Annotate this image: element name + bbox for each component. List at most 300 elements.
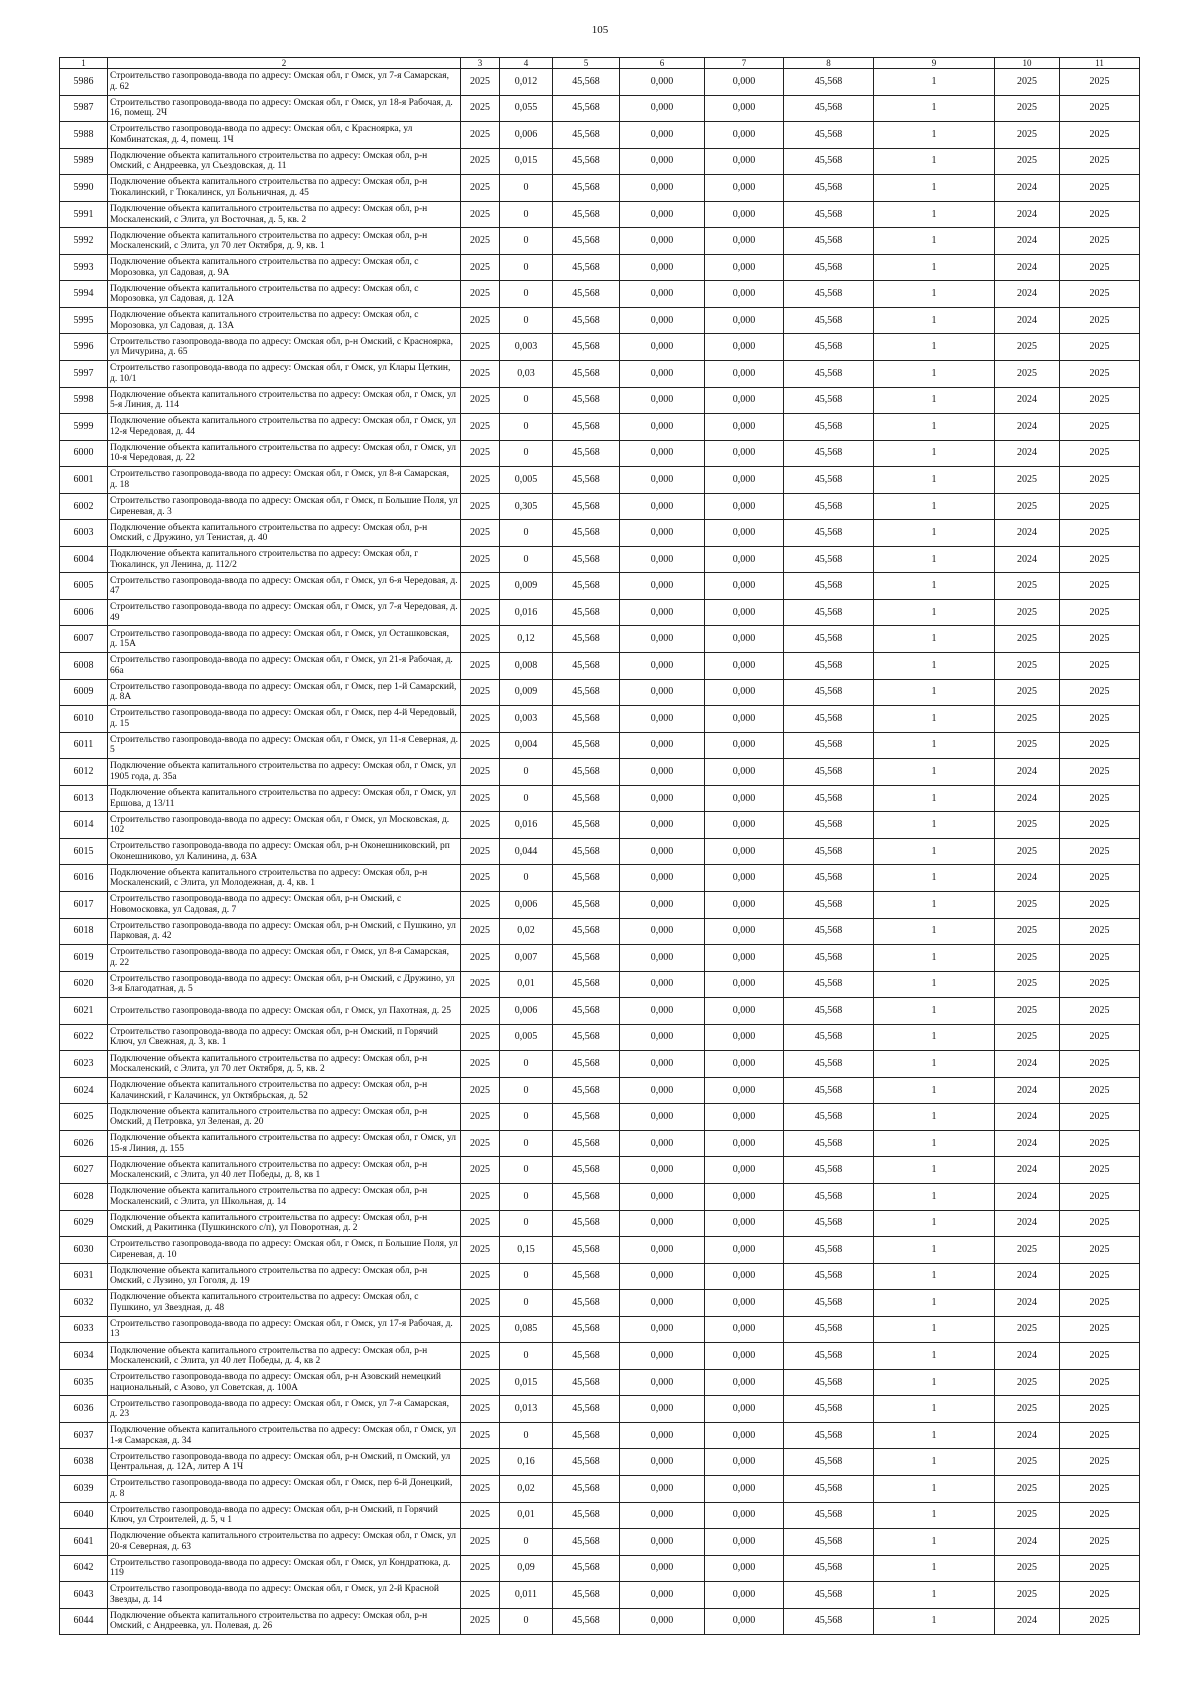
cell-rate: 45,568 (553, 1502, 620, 1529)
cell-value-6: 0,000 (620, 493, 705, 520)
table-row (60, 361, 1140, 388)
cell-value-7: 0,000 (705, 361, 784, 388)
table-row (60, 1077, 1140, 1104)
table-row (60, 759, 1140, 786)
table-row (60, 838, 1140, 865)
cell-count: 1 (874, 1077, 995, 1104)
cell-length: 0,011 (500, 1582, 553, 1609)
cell-count: 1 (874, 1104, 995, 1131)
cell-length: 0,016 (500, 599, 553, 626)
cell-total: 45,568 (784, 998, 874, 1025)
cell-count: 1 (874, 122, 995, 149)
cell-total: 45,568 (784, 945, 874, 972)
cell-length: 0 (500, 201, 553, 228)
cell-year: 2025 (461, 1396, 500, 1423)
cell-value-6: 0,000 (620, 175, 705, 202)
cell-row-number: 6042 (60, 1555, 108, 1582)
cell-row-number: 6005 (60, 573, 108, 600)
cell-description: Подключение объекта капитального строительства по адресу: Омская обл, р-н Москаленский, с Элита, ул 70 лет Октября, д. 5, кв. 2 (108, 1051, 461, 1078)
cell-count: 1 (874, 1396, 995, 1423)
cell-start-year: 2025 (995, 918, 1060, 945)
cell-total: 45,568 (784, 971, 874, 998)
cell-rate: 45,568 (553, 361, 620, 388)
cell-row-number: 6008 (60, 653, 108, 680)
cell-length: 0,02 (500, 1475, 553, 1502)
cell-value-6: 0,000 (620, 1608, 705, 1635)
cell-total: 45,568 (784, 785, 874, 812)
cell-total: 45,568 (784, 546, 874, 573)
cell-value-6: 0,000 (620, 1396, 705, 1423)
cell-length: 0 (500, 1051, 553, 1078)
cell-year: 2025 (461, 414, 500, 441)
cell-length: 0,006 (500, 122, 553, 149)
cell-start-year: 2025 (995, 122, 1060, 149)
cell-description: Строительство газопровода-ввода по адресу: Омская обл, г Омск, ул Московская, д. 102 (108, 812, 461, 839)
cell-end-year: 2025 (1060, 626, 1140, 653)
cell-value-7: 0,000 (705, 573, 784, 600)
table-row (60, 201, 1140, 228)
cell-year: 2025 (461, 69, 500, 96)
cell-row-number: 6003 (60, 520, 108, 547)
cell-rate: 45,568 (553, 1316, 620, 1343)
cell-total: 45,568 (784, 493, 874, 520)
cell-value-7: 0,000 (705, 1183, 784, 1210)
cell-row-number: 5995 (60, 307, 108, 334)
cell-value-7: 0,000 (705, 467, 784, 494)
cell-start-year: 2025 (995, 679, 1060, 706)
cell-year: 2025 (461, 759, 500, 786)
cell-rate: 45,568 (553, 1157, 620, 1184)
cell-rate: 45,568 (553, 1104, 620, 1131)
column-header-10: 10 (995, 58, 1060, 69)
cell-total: 45,568 (784, 1475, 874, 1502)
cell-start-year: 2024 (995, 1290, 1060, 1317)
cell-description: Строительство газопровода-ввода по адресу: Омская обл, р-н Омский, п Омский, ул Центральная, д. 12А, литер А 1Ч (108, 1449, 461, 1476)
cell-end-year: 2025 (1060, 69, 1140, 96)
cell-end-year: 2025 (1060, 918, 1140, 945)
cell-count: 1 (874, 838, 995, 865)
cell-year: 2025 (461, 918, 500, 945)
cell-description: Подключение объекта капитального строительства по адресу: Омская обл, р-н Омский, д Петровка, ул Зеленая, д. 20 (108, 1104, 461, 1131)
cell-year: 2025 (461, 228, 500, 255)
cell-rate: 45,568 (553, 1422, 620, 1449)
cell-year: 2025 (461, 1343, 500, 1370)
cell-rate: 45,568 (553, 1343, 620, 1370)
cell-total: 45,568 (784, 759, 874, 786)
cell-value-7: 0,000 (705, 1290, 784, 1317)
cell-year: 2025 (461, 520, 500, 547)
table-row (60, 1502, 1140, 1529)
cell-rate: 45,568 (553, 493, 620, 520)
cell-rate: 45,568 (553, 1369, 620, 1396)
cell-count: 1 (874, 334, 995, 361)
cell-description: Подключение объекта капитального строительства по адресу: Омская обл, р-н Тюкалинский, г Тюкалинск, ул Больничная, д. 45 (108, 175, 461, 202)
cell-value-7: 0,000 (705, 1343, 784, 1370)
cell-rate: 45,568 (553, 1024, 620, 1051)
table-body (60, 69, 1140, 1635)
cell-total: 45,568 (784, 95, 874, 122)
cell-rate: 45,568 (553, 1396, 620, 1423)
cell-total: 45,568 (784, 1183, 874, 1210)
table-row (60, 865, 1140, 892)
table-row (60, 175, 1140, 202)
cell-rate: 45,568 (553, 1608, 620, 1635)
table-row (60, 1263, 1140, 1290)
cell-end-year: 2025 (1060, 254, 1140, 281)
cell-length: 0,01 (500, 971, 553, 998)
cell-year: 2025 (461, 599, 500, 626)
cell-value-7: 0,000 (705, 998, 784, 1025)
cell-year: 2025 (461, 1051, 500, 1078)
column-header-7: 7 (705, 58, 784, 69)
cell-count: 1 (874, 228, 995, 255)
cell-start-year: 2024 (995, 201, 1060, 228)
cell-value-7: 0,000 (705, 1210, 784, 1237)
cell-end-year: 2025 (1060, 1502, 1140, 1529)
cell-description: Строительство газопровода-ввода по адресу: Омская обл, р-н Омский, с Пушкино, ул Парковая, д. 42 (108, 918, 461, 945)
cell-row-number: 6022 (60, 1024, 108, 1051)
cell-value-6: 0,000 (620, 1157, 705, 1184)
cell-value-6: 0,000 (620, 122, 705, 149)
cell-length: 0 (500, 1529, 553, 1556)
cell-rate: 45,568 (553, 95, 620, 122)
cell-count: 1 (874, 759, 995, 786)
cell-year: 2025 (461, 175, 500, 202)
cell-total: 45,568 (784, 440, 874, 467)
cell-year: 2025 (461, 1157, 500, 1184)
cell-total: 45,568 (784, 865, 874, 892)
cell-rate: 45,568 (553, 175, 620, 202)
cell-row-number: 6021 (60, 998, 108, 1025)
table-row (60, 945, 1140, 972)
cell-value-7: 0,000 (705, 307, 784, 334)
cell-length: 0 (500, 1157, 553, 1184)
cell-start-year: 2024 (995, 228, 1060, 255)
cell-end-year: 2025 (1060, 1157, 1140, 1184)
cell-count: 1 (874, 493, 995, 520)
cell-end-year: 2025 (1060, 1475, 1140, 1502)
cell-description: Строительство газопровода-ввода по адресу: Омская обл, р-н Омский, с Красноярка, ул Мичурина, д. 65 (108, 334, 461, 361)
cell-start-year: 2024 (995, 1529, 1060, 1556)
cell-length: 0 (500, 1077, 553, 1104)
cell-value-7: 0,000 (705, 254, 784, 281)
table-row (60, 1396, 1140, 1423)
cell-length: 0 (500, 440, 553, 467)
cell-row-number: 5994 (60, 281, 108, 308)
cell-year: 2025 (461, 467, 500, 494)
cell-value-7: 0,000 (705, 1449, 784, 1476)
cell-count: 1 (874, 679, 995, 706)
cell-length: 0 (500, 414, 553, 441)
cell-rate: 45,568 (553, 573, 620, 600)
cell-description: Подключение объекта капитального строительства по адресу: Омская обл, р-н Омский, с Андреевка, ул Съездовская, д. 11 (108, 148, 461, 175)
cell-count: 1 (874, 1290, 995, 1317)
cell-start-year: 2025 (995, 1316, 1060, 1343)
cell-row-number: 6038 (60, 1449, 108, 1476)
cell-description: Подключение объекта капитального строительства по адресу: Омская обл, р-н Москаленский, с Элита, ул Молодежная, д. 4, кв. 1 (108, 865, 461, 892)
table-row (60, 599, 1140, 626)
cell-length: 0,009 (500, 679, 553, 706)
table-row (60, 228, 1140, 255)
cell-end-year: 2025 (1060, 998, 1140, 1025)
table-row (60, 812, 1140, 839)
cell-end-year: 2025 (1060, 759, 1140, 786)
cell-start-year: 2025 (995, 891, 1060, 918)
cell-end-year: 2025 (1060, 307, 1140, 334)
cell-year: 2025 (461, 626, 500, 653)
table-row (60, 1130, 1140, 1157)
cell-value-7: 0,000 (705, 148, 784, 175)
cell-description: Подключение объекта капитального строительства по адресу: Омская обл, г Омск, ул 12-я Чередовая, д. 44 (108, 414, 461, 441)
cell-row-number: 5998 (60, 387, 108, 414)
cell-total: 45,568 (784, 1555, 874, 1582)
cell-row-number: 6034 (60, 1343, 108, 1370)
cell-row-number: 6020 (60, 971, 108, 998)
cell-row-number: 5999 (60, 414, 108, 441)
cell-rate: 45,568 (553, 520, 620, 547)
cell-year: 2025 (461, 732, 500, 759)
cell-count: 1 (874, 1422, 995, 1449)
cell-total: 45,568 (784, 573, 874, 600)
cell-row-number: 6030 (60, 1237, 108, 1264)
cell-length: 0,09 (500, 1555, 553, 1582)
cell-total: 45,568 (784, 1369, 874, 1396)
cell-end-year: 2025 (1060, 520, 1140, 547)
cell-year: 2025 (461, 838, 500, 865)
cell-year: 2025 (461, 945, 500, 972)
cell-count: 1 (874, 1582, 995, 1609)
cell-row-number: 6024 (60, 1077, 108, 1104)
cell-end-year: 2025 (1060, 812, 1140, 839)
cell-total: 45,568 (784, 148, 874, 175)
cell-start-year: 2025 (995, 706, 1060, 733)
cell-year: 2025 (461, 1475, 500, 1502)
table-row (60, 1210, 1140, 1237)
cell-total: 45,568 (784, 1316, 874, 1343)
cell-length: 0 (500, 1290, 553, 1317)
cell-total: 45,568 (784, 706, 874, 733)
cell-year: 2025 (461, 1237, 500, 1264)
cell-row-number: 6029 (60, 1210, 108, 1237)
cell-end-year: 2025 (1060, 1316, 1140, 1343)
cell-value-6: 0,000 (620, 69, 705, 96)
cell-description: Строительство газопровода-ввода по адресу: Омская обл, г Омск, ул 17-я Рабочая, д. 13 (108, 1316, 461, 1343)
cell-rate: 45,568 (553, 122, 620, 149)
cell-value-6: 0,000 (620, 759, 705, 786)
cell-total: 45,568 (784, 1449, 874, 1476)
cell-count: 1 (874, 1529, 995, 1556)
cell-description: Подключение объекта капитального строительства по адресу: Омская обл, г Омск, ул Ершова, д 13/11 (108, 785, 461, 812)
cell-rate: 45,568 (553, 599, 620, 626)
cell-length: 0 (500, 759, 553, 786)
cell-row-number: 6033 (60, 1316, 108, 1343)
table-row (60, 573, 1140, 600)
column-header-3: 3 (461, 58, 500, 69)
cell-count: 1 (874, 546, 995, 573)
table-row (60, 1369, 1140, 1396)
cell-value-7: 0,000 (705, 281, 784, 308)
cell-end-year: 2025 (1060, 201, 1140, 228)
page-number: 105 (591, 24, 609, 36)
cell-count: 1 (874, 1502, 995, 1529)
cell-rate: 45,568 (553, 281, 620, 308)
cell-value-6: 0,000 (620, 387, 705, 414)
cell-row-number: 6035 (60, 1369, 108, 1396)
cell-end-year: 2025 (1060, 1183, 1140, 1210)
cell-length: 0 (500, 1263, 553, 1290)
cell-total: 45,568 (784, 1582, 874, 1609)
cell-total: 45,568 (784, 1210, 874, 1237)
table-row (60, 1422, 1140, 1449)
cell-count: 1 (874, 1263, 995, 1290)
cell-value-7: 0,000 (705, 706, 784, 733)
cell-value-6: 0,000 (620, 95, 705, 122)
cell-year: 2025 (461, 1104, 500, 1131)
cell-end-year: 2025 (1060, 1290, 1140, 1317)
cell-rate: 45,568 (553, 1183, 620, 1210)
cell-rate: 45,568 (553, 1449, 620, 1476)
cell-value-7: 0,000 (705, 812, 784, 839)
cell-length: 0,015 (500, 148, 553, 175)
cell-year: 2025 (461, 1449, 500, 1476)
cell-value-7: 0,000 (705, 732, 784, 759)
cell-count: 1 (874, 69, 995, 96)
cell-length: 0,16 (500, 1449, 553, 1476)
cell-year: 2025 (461, 361, 500, 388)
cell-total: 45,568 (784, 891, 874, 918)
cell-row-number: 5989 (60, 148, 108, 175)
cell-description: Строительство газопровода-ввода по адресу: Омская обл, г Омск, ул 7-я Самарская, д. 62 (108, 69, 461, 96)
cell-rate: 45,568 (553, 1263, 620, 1290)
cell-year: 2025 (461, 1316, 500, 1343)
cell-description: Строительство газопровода-ввода по адресу: Омская обл, р-н Омский, п Горячий Ключ, ул Строителей, д. 5, ч 1 (108, 1502, 461, 1529)
cell-count: 1 (874, 148, 995, 175)
cell-end-year: 2025 (1060, 414, 1140, 441)
cell-count: 1 (874, 812, 995, 839)
cell-year: 2025 (461, 1024, 500, 1051)
cell-length: 0 (500, 546, 553, 573)
cell-description: Подключение объекта капитального строительства по адресу: Омская обл, р-н Омский, с Дружино, ул Тенистая, д. 40 (108, 520, 461, 547)
cell-rate: 45,568 (553, 414, 620, 441)
cell-end-year: 2025 (1060, 1343, 1140, 1370)
cell-end-year: 2025 (1060, 361, 1140, 388)
cell-start-year: 2024 (995, 175, 1060, 202)
cell-value-7: 0,000 (705, 440, 784, 467)
cell-length: 0,044 (500, 838, 553, 865)
cell-total: 45,568 (784, 69, 874, 96)
cell-row-number: 6041 (60, 1529, 108, 1556)
cell-length: 0 (500, 1183, 553, 1210)
cell-value-6: 0,000 (620, 1422, 705, 1449)
cell-end-year: 2025 (1060, 838, 1140, 865)
cell-year: 2025 (461, 122, 500, 149)
cell-value-7: 0,000 (705, 1316, 784, 1343)
cell-rate: 45,568 (553, 254, 620, 281)
cell-count: 1 (874, 1608, 995, 1635)
cell-value-7: 0,000 (705, 1237, 784, 1264)
cell-row-number: 5991 (60, 201, 108, 228)
cell-total: 45,568 (784, 1290, 874, 1317)
cell-description: Строительство газопровода-ввода по адресу: Омская обл, г Омск, пер 6-й Донецкий, д. 8 (108, 1475, 461, 1502)
cell-rate: 45,568 (553, 1555, 620, 1582)
cell-rate: 45,568 (553, 865, 620, 892)
cell-start-year: 2024 (995, 785, 1060, 812)
cell-rate: 45,568 (553, 759, 620, 786)
cell-year: 2025 (461, 998, 500, 1025)
cell-rate: 45,568 (553, 1475, 620, 1502)
cell-rate: 45,568 (553, 785, 620, 812)
cell-rate: 45,568 (553, 148, 620, 175)
cell-end-year: 2025 (1060, 1422, 1140, 1449)
cell-total: 45,568 (784, 387, 874, 414)
cell-start-year: 2025 (995, 945, 1060, 972)
cell-total: 45,568 (784, 838, 874, 865)
table-row (60, 626, 1140, 653)
cell-description: Строительство газопровода-ввода по адресу: Омская обл, г Омск, ул 21-я Рабочая, д. 66а (108, 653, 461, 680)
table-row (60, 1183, 1140, 1210)
cell-year: 2025 (461, 546, 500, 573)
cell-total: 45,568 (784, 653, 874, 680)
cell-row-number: 6026 (60, 1130, 108, 1157)
cell-description: Строительство газопровода-ввода по адресу: Омская обл, г Омск, пер 1-й Самарский, д. 8А (108, 679, 461, 706)
cell-value-7: 0,000 (705, 122, 784, 149)
cell-end-year: 2025 (1060, 865, 1140, 892)
cell-end-year: 2025 (1060, 706, 1140, 733)
cell-count: 1 (874, 732, 995, 759)
cell-value-6: 0,000 (620, 706, 705, 733)
cell-description: Строительство газопровода-ввода по адресу: Омская обл, г Омск, п Большие Поля, ул Сиреневая, д. 10 (108, 1237, 461, 1264)
cell-year: 2025 (461, 1183, 500, 1210)
cell-value-7: 0,000 (705, 1130, 784, 1157)
table-row (60, 785, 1140, 812)
cell-row-number: 6037 (60, 1422, 108, 1449)
cell-count: 1 (874, 201, 995, 228)
cell-year: 2025 (461, 440, 500, 467)
cell-total: 45,568 (784, 1237, 874, 1264)
table-row (60, 1582, 1140, 1609)
cell-total: 45,568 (784, 281, 874, 308)
cell-total: 45,568 (784, 228, 874, 255)
cell-count: 1 (874, 1051, 995, 1078)
cell-rate: 45,568 (553, 69, 620, 96)
table-row (60, 414, 1140, 441)
cell-value-6: 0,000 (620, 865, 705, 892)
cell-total: 45,568 (784, 1608, 874, 1635)
cell-row-number: 6018 (60, 918, 108, 945)
cell-value-6: 0,000 (620, 1104, 705, 1131)
cell-row-number: 6014 (60, 812, 108, 839)
table-row (60, 95, 1140, 122)
cell-value-6: 0,000 (620, 254, 705, 281)
cell-end-year: 2025 (1060, 945, 1140, 972)
cell-start-year: 2025 (995, 69, 1060, 96)
cell-rate: 45,568 (553, 201, 620, 228)
cell-count: 1 (874, 1316, 995, 1343)
cell-rate: 45,568 (553, 971, 620, 998)
cell-description: Строительство газопровода-ввода по адресу: Омская обл, р-н Азовский немецкий национальный, с Азово, ул Советская, д. 100А (108, 1369, 461, 1396)
cell-row-number: 6036 (60, 1396, 108, 1423)
cell-end-year: 2025 (1060, 175, 1140, 202)
cell-value-6: 0,000 (620, 945, 705, 972)
cell-end-year: 2025 (1060, 1130, 1140, 1157)
table-row (60, 1316, 1140, 1343)
cell-year: 2025 (461, 1077, 500, 1104)
cell-rate: 45,568 (553, 1290, 620, 1317)
cell-end-year: 2025 (1060, 785, 1140, 812)
cell-count: 1 (874, 1555, 995, 1582)
cell-rate: 45,568 (553, 228, 620, 255)
cell-description: Строительство газопровода-ввода по адресу: Омская обл, с Красноярка, ул Комбинатская, д. 4, помещ. 1Ч (108, 122, 461, 149)
